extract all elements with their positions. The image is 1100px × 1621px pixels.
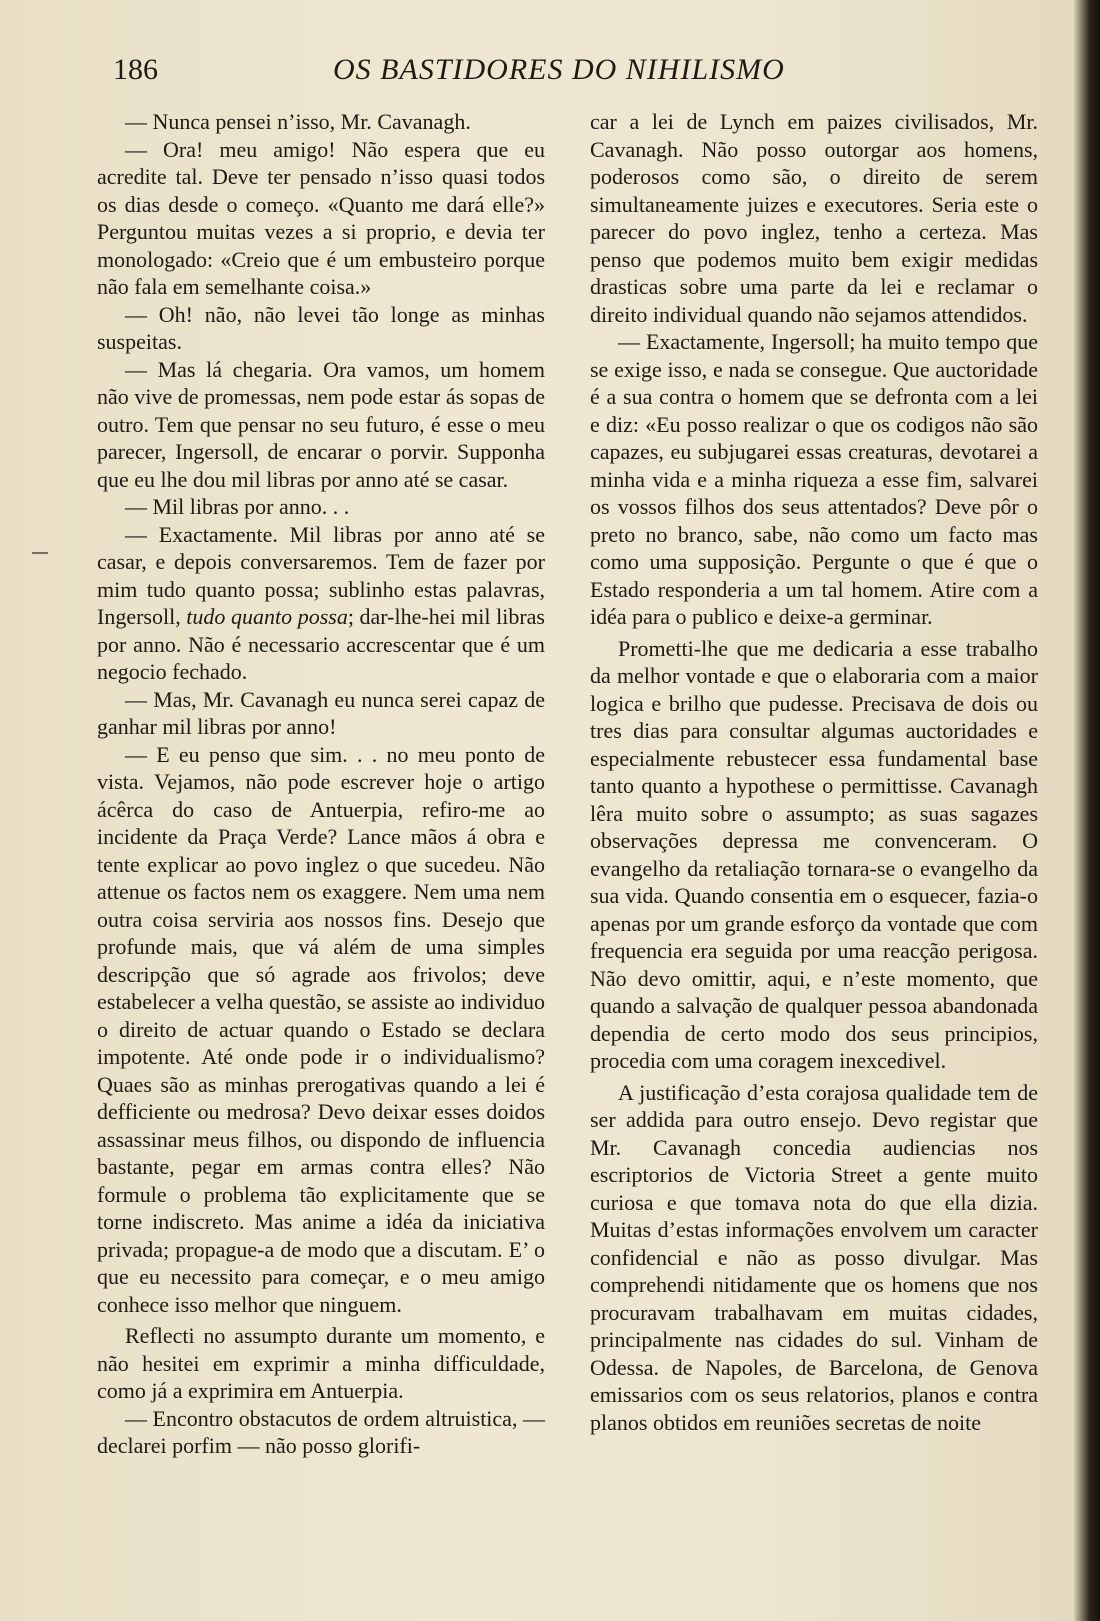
- page-edge-shadow: [1074, 0, 1100, 1621]
- page-header: [113, 48, 1013, 92]
- paragraph: Reflecti no assumpto durante um momento, e não hesitei em exprimir a minha difficuldade, como já a exprimira em Antuerpia.: [97, 1323, 545, 1403]
- paragraph: car a lei de Lynch em paizes civilisados, Mr. Cavanagh. Não posso outorgar aos homens, poderosos como são, o direito de serem simultaneamente juizes e executores. Seria este o parecer do povo inglez, tenho a certeza. Mas penso que podemos muito bem exigir medidas drasticas sobre uma parte da lei e reclamar o direito individual quando não sejamos attendidos.: [590, 109, 1038, 327]
- paragraph: [97, 521, 545, 686]
- paragraph: — Mas lá chegaria. Ora vamos, um homem não vive de promessas, nem pode estar ás sopas de outro. Tem que pensar no seu futuro, é esse o meu parecer, Ingersoll, de encarar o porvir. Supponha que eu lhe dou mil libras por anno até se casar.: [97, 356, 545, 492]
- paragraph: — Mil libras por anno. . .: [125, 494, 350, 519]
- italic-emphasis: tudo quanto possa: [186, 604, 348, 629]
- paragraph: — Encontro obstacutos de ordem altruistica, — declarei porfim — não posso glorifi-: [97, 1405, 545, 1458]
- paragraph-text: ; dar-lhe-hei mil libras por anno. Não é necessario accrescentar que é um negocio fechado.: [97, 604, 545, 684]
- paragraph: — Exactamente, Ingersoll; ha muito tempo que se exige isso, e nada se consegue. Que auctoridade é a sua contra o homem que se defronta com a lei e diz: «Eu posso realizar o que os codigos não são capazes, eu subjugarei essas creaturas, devotarei a minha vida e a minha riqueza a esse fim, salvarei os vossos filhos dos seus attentados? Deve pôr o preto no branco, sabe, não como um facto mas como uma supposição. Pergunte o que é que o Estado responderia a um tal homem. Atire com a idéa para o publico e deixe-a germinar.: [590, 329, 1038, 629]
- paragraph: — Mas, Mr. Cavanagh eu nunca serei capaz de ganhar mil libras por anno!: [97, 686, 545, 739]
- paragraph: — Nunca pensei n’isso, Mr. Cavanagh.: [125, 109, 471, 134]
- running-title: OS BASTIDORES DO NIHILISMO: [333, 53, 785, 86]
- paragraph: A justificação d’esta corajosa qualidade tem de ser addida para outro ensejo. Devo registar que Mr. Cavanagh concedia audiencias nos escriptorios de Victoria Street a gente muito curiosa e que tomava nota do que ella dizia. Muitas d’estas informações envolvem um caracter confidencial e não as posso divulgar. Mas comprehendi nitidamente que os homens que nos procuravam trabalhavam em muitas cidades, principalmente nas cidades do sul. Vinham de Odessa. de Napoles, de Barcelona, de Genova emissarios com os seus relatorios, planos e contra planos obtidos em reuniões secretas de noite: [590, 1079, 1038, 1435]
- paragraph: — E eu penso que sim. . . no meu ponto de vista. Vejamos, não pode escrever hoje o artigo ácêrca do caso de Antuerpia, refiro-me ao incidente da Praça Verde? Lance mãos á obra e tente explicar ao povo inglez o que sucedeu. Não attenue os factos nem os exaggere. Nem uma nem outra coisa serviria aos nossos fins. Desejo que profunde mais, que vá além de uma simples descripção que só agrade aos frivolos; deve estabelecer a velha questão, se assiste ao individuo o direito de actuar quando o Estado se declara impotente. Até onde pode ir o individualismo? Quaes são as minhas prerogativas quando a lei é defficiente ou medrosa? Devo deixar esses doidos assassinar meus filhos, ou dispondo de influencia bastante, pegar em armas contra elles? Não formule o problema tão explicitamente que se torne indiscreto. Mas anime a idéa da iniciativa privada; propague-a de modo que a discutam. E’ o que eu necessito para começar, e o meu amigo conhece isso melhor que ninguem.: [97, 741, 545, 1317]
- paragraph: — Ora! meu amigo! Não espera que eu acredite tal. Deve ter pensado n’isso quasi todos os dias desde o começo. «Quanto me dará elle?» Perguntou muitas vezes a si proprio, e devia ter monologado: «Creio que é um embusteiro porque não fala em semelhante coisa.»: [97, 136, 545, 299]
- paragraph: — Oh! não, não levei tão longe as minhas suspeitas.: [97, 301, 545, 354]
- right-column: [590, 108, 1038, 1436]
- page-number: 186: [113, 53, 158, 86]
- left-column: [97, 108, 545, 1460]
- paragraph-text: — Exactamente. Mil libras por anno até se casar, e depois conversaremos. Tem de fazer por mim tudo quanto possa; sublinho estas palavras, Ingersoll,: [97, 521, 545, 629]
- margin-pencil-mark: [32, 552, 48, 554]
- paragraph: Prometti-lhe que me dedicaria a esse trabalho da melhor vontade e que o elaboraria com a maior logica e brilho que pudesse. Precisava de dois ou tres dias para consultar algumas auctoridades e especialmente rebustecer essa fundamental base tanto quanto a hypothese o permittisse. Cavanagh lêra muito sobre o assumpto; as suas sagazes observações depressa me convenceram. O evangelho da retaliação tornara-se o evangelho da sua vida. Quando consentia em o esquecer, fazia-o apenas por um grande esforço da vontade que com frequencia era seguida por uma reacção perigosa. Não devo omittir, aqui, e n’este momento, que quando a salvação de qualquer pessoa abandonada dependia de certo modo dos seus principios, procedia com uma coragem inexcedivel.: [590, 635, 1038, 1073]
